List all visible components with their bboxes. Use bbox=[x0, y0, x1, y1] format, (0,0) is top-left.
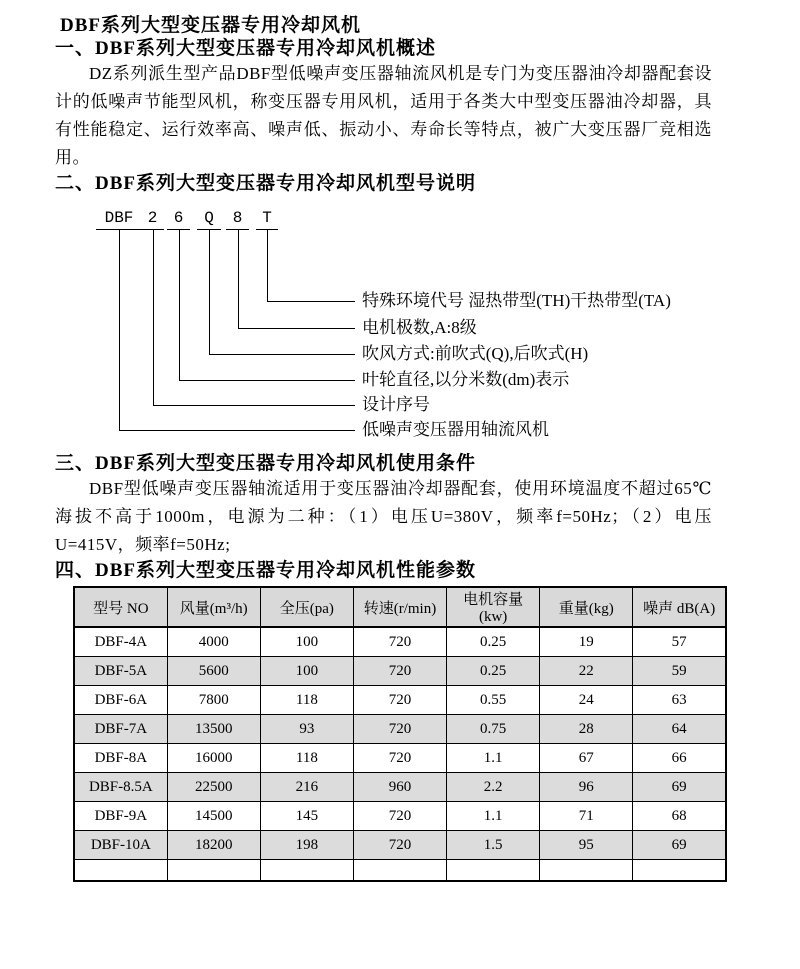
table-cell: 720 bbox=[353, 744, 446, 773]
table-cell bbox=[260, 860, 353, 882]
diagram-vertical-line bbox=[153, 230, 154, 405]
model-code-segment: DBF bbox=[96, 209, 142, 230]
table-cell: 19 bbox=[540, 627, 633, 657]
table-cell: 0.75 bbox=[447, 715, 540, 744]
table-cell bbox=[540, 860, 633, 882]
table-row bbox=[74, 831, 726, 860]
table-cell: 28 bbox=[540, 715, 633, 744]
table-cell: 93 bbox=[260, 715, 353, 744]
table-cell: 16000 bbox=[167, 744, 260, 773]
table-cell bbox=[353, 860, 446, 882]
table-cell: 145 bbox=[260, 802, 353, 831]
diagram-horizontal-line bbox=[119, 430, 355, 431]
model-code-segment: 6 bbox=[167, 209, 190, 230]
table-cell: 720 bbox=[353, 657, 446, 686]
page-title: DBF系列大型变压器专用冷却风机 bbox=[60, 15, 362, 36]
model-cell: DBF-5A bbox=[74, 657, 167, 686]
table-cell: 68 bbox=[633, 802, 726, 831]
table-row bbox=[74, 657, 726, 686]
diagram-horizontal-line bbox=[238, 328, 355, 329]
table-cell: 96 bbox=[540, 773, 633, 802]
table-row-partial bbox=[74, 860, 726, 882]
diagram-label: 电机极数,A:8级 bbox=[362, 318, 477, 337]
table-cell: 64 bbox=[633, 715, 726, 744]
model-code-segment: 2 bbox=[141, 209, 164, 230]
table-cell: 198 bbox=[260, 831, 353, 860]
table-cell: 7800 bbox=[167, 686, 260, 715]
model-code-segment: Q bbox=[197, 209, 221, 230]
page-container bbox=[0, 15, 800, 969]
performance-table bbox=[73, 586, 727, 882]
model-code-diagram bbox=[0, 209, 800, 452]
table-cell: 13500 bbox=[167, 715, 260, 744]
table-body bbox=[74, 627, 726, 881]
table-cell: 720 bbox=[353, 715, 446, 744]
diagram-horizontal-line bbox=[209, 354, 355, 355]
table-cell: 100 bbox=[260, 657, 353, 686]
document-page bbox=[0, 15, 800, 969]
table-cell: 1.1 bbox=[447, 802, 540, 831]
overview-paragraph: DZ系列派生型产品DBF型低噪声变压器轴流风机是专门为变压器油冷却器配套设计的低噪声节能型风机，称变压器专用风机，适用于各类大中型变压器油冷却器，具有性能稳定、运行效率高、噪声低、振动小、寿命长等特点，被广大变压器厂竞相选用。 bbox=[55, 64, 712, 167]
table-cell: 57 bbox=[633, 627, 726, 657]
diagram-vertical-line bbox=[267, 230, 268, 301]
diagram-vertical-line bbox=[119, 230, 120, 430]
diagram-vertical-line bbox=[209, 230, 210, 354]
table-cell: 0.55 bbox=[447, 686, 540, 715]
table-cell bbox=[74, 860, 167, 882]
table-cell: 22500 bbox=[167, 773, 260, 802]
conditions-paragraph: DBF型低噪声变压器轴流适用于变压器油冷却器配套，使用环境温度不超过65℃海拔不高于1000m，电源为二种：（1）电压U=380V，频率f=50Hz；（2）电压U=415V，频率f=50Hz; bbox=[55, 479, 712, 554]
table-cell: 720 bbox=[353, 831, 446, 860]
table-cell: 216 bbox=[260, 773, 353, 802]
model-cell: DBF-8.5A bbox=[74, 773, 167, 802]
diagram-label: 特殊环境代号 湿热带型(TH)干热带型(TA) bbox=[362, 291, 671, 310]
column-header: 重量(kg) bbox=[540, 587, 633, 627]
table-cell: 1.5 bbox=[447, 831, 540, 860]
diagram-label: 低噪声变压器用轴流风机 bbox=[362, 420, 549, 439]
diagram-label: 吹风方式:前吹式(Q),后吹式(H) bbox=[362, 344, 589, 363]
model-cell: DBF-6A bbox=[74, 686, 167, 715]
table-cell: 4000 bbox=[167, 627, 260, 657]
table-cell: 14500 bbox=[167, 802, 260, 831]
table-cell bbox=[167, 860, 260, 882]
table-cell: 59 bbox=[633, 657, 726, 686]
table-row bbox=[74, 686, 726, 715]
column-header: 型号 NO bbox=[74, 587, 167, 627]
model-cell: DBF-8A bbox=[74, 744, 167, 773]
table-cell: 118 bbox=[260, 686, 353, 715]
diagram-horizontal-line bbox=[179, 380, 355, 381]
section-heading-performance: 四、DBF系列大型变压器专用冷却风机性能参数 bbox=[55, 560, 477, 581]
table-cell: 2.2 bbox=[447, 773, 540, 802]
model-code-segment: 8 bbox=[226, 209, 249, 230]
table-cell: 1.1 bbox=[447, 744, 540, 773]
table-row bbox=[74, 587, 726, 627]
diagram-label: 设计序号 bbox=[362, 395, 430, 414]
model-cell: DBF-10A bbox=[74, 831, 167, 860]
model-cell: DBF-4A bbox=[74, 627, 167, 657]
model-code-segment: T bbox=[256, 209, 278, 230]
section-heading-conditions: 三、DBF系列大型变压器专用冷却风机使用条件 bbox=[55, 453, 477, 474]
table-cell: 69 bbox=[633, 773, 726, 802]
table-cell: 720 bbox=[353, 686, 446, 715]
table-cell: 720 bbox=[353, 627, 446, 657]
model-cell: DBF-9A bbox=[74, 802, 167, 831]
table-cell: 0.25 bbox=[447, 627, 540, 657]
table-row bbox=[74, 627, 726, 657]
table-cell: 69 bbox=[633, 831, 726, 860]
column-header: 风量(m³/h) bbox=[167, 587, 260, 627]
table-cell bbox=[447, 860, 540, 882]
table-cell: 960 bbox=[353, 773, 446, 802]
table-cell: 720 bbox=[353, 802, 446, 831]
diagram-vertical-line bbox=[179, 230, 180, 380]
table-cell: 22 bbox=[540, 657, 633, 686]
column-header: 噪声 dB(A) bbox=[633, 587, 726, 627]
table-cell: 5600 bbox=[167, 657, 260, 686]
table-cell bbox=[633, 860, 726, 882]
column-header: 转速(r/min) bbox=[353, 587, 446, 627]
column-header: 电机容量(kw) bbox=[447, 587, 540, 627]
table-row bbox=[74, 802, 726, 831]
section-heading-overview: 一、DBF系列大型变压器专用冷却风机概述 bbox=[55, 38, 437, 59]
diagram-horizontal-line bbox=[267, 301, 355, 302]
table-cell: 67 bbox=[540, 744, 633, 773]
table-header-row bbox=[74, 587, 726, 627]
model-cell: DBF-7A bbox=[74, 715, 167, 744]
column-header: 全压(pa) bbox=[260, 587, 353, 627]
table-cell: 100 bbox=[260, 627, 353, 657]
diagram-horizontal-line bbox=[153, 405, 355, 406]
table-cell: 118 bbox=[260, 744, 353, 773]
table-row bbox=[74, 773, 726, 802]
table-cell: 24 bbox=[540, 686, 633, 715]
diagram-label: 叶轮直径,以分米数(dm)表示 bbox=[362, 370, 570, 389]
table-cell: 71 bbox=[540, 802, 633, 831]
table-cell: 95 bbox=[540, 831, 633, 860]
section-heading-model: 二、DBF系列大型变压器专用冷却风机型号说明 bbox=[55, 173, 477, 194]
diagram-vertical-line bbox=[238, 230, 239, 328]
table-row bbox=[74, 715, 726, 744]
table-cell: 66 bbox=[633, 744, 726, 773]
table-cell: 0.25 bbox=[447, 657, 540, 686]
table-cell: 18200 bbox=[167, 831, 260, 860]
table-row bbox=[74, 744, 726, 773]
table-cell: 63 bbox=[633, 686, 726, 715]
